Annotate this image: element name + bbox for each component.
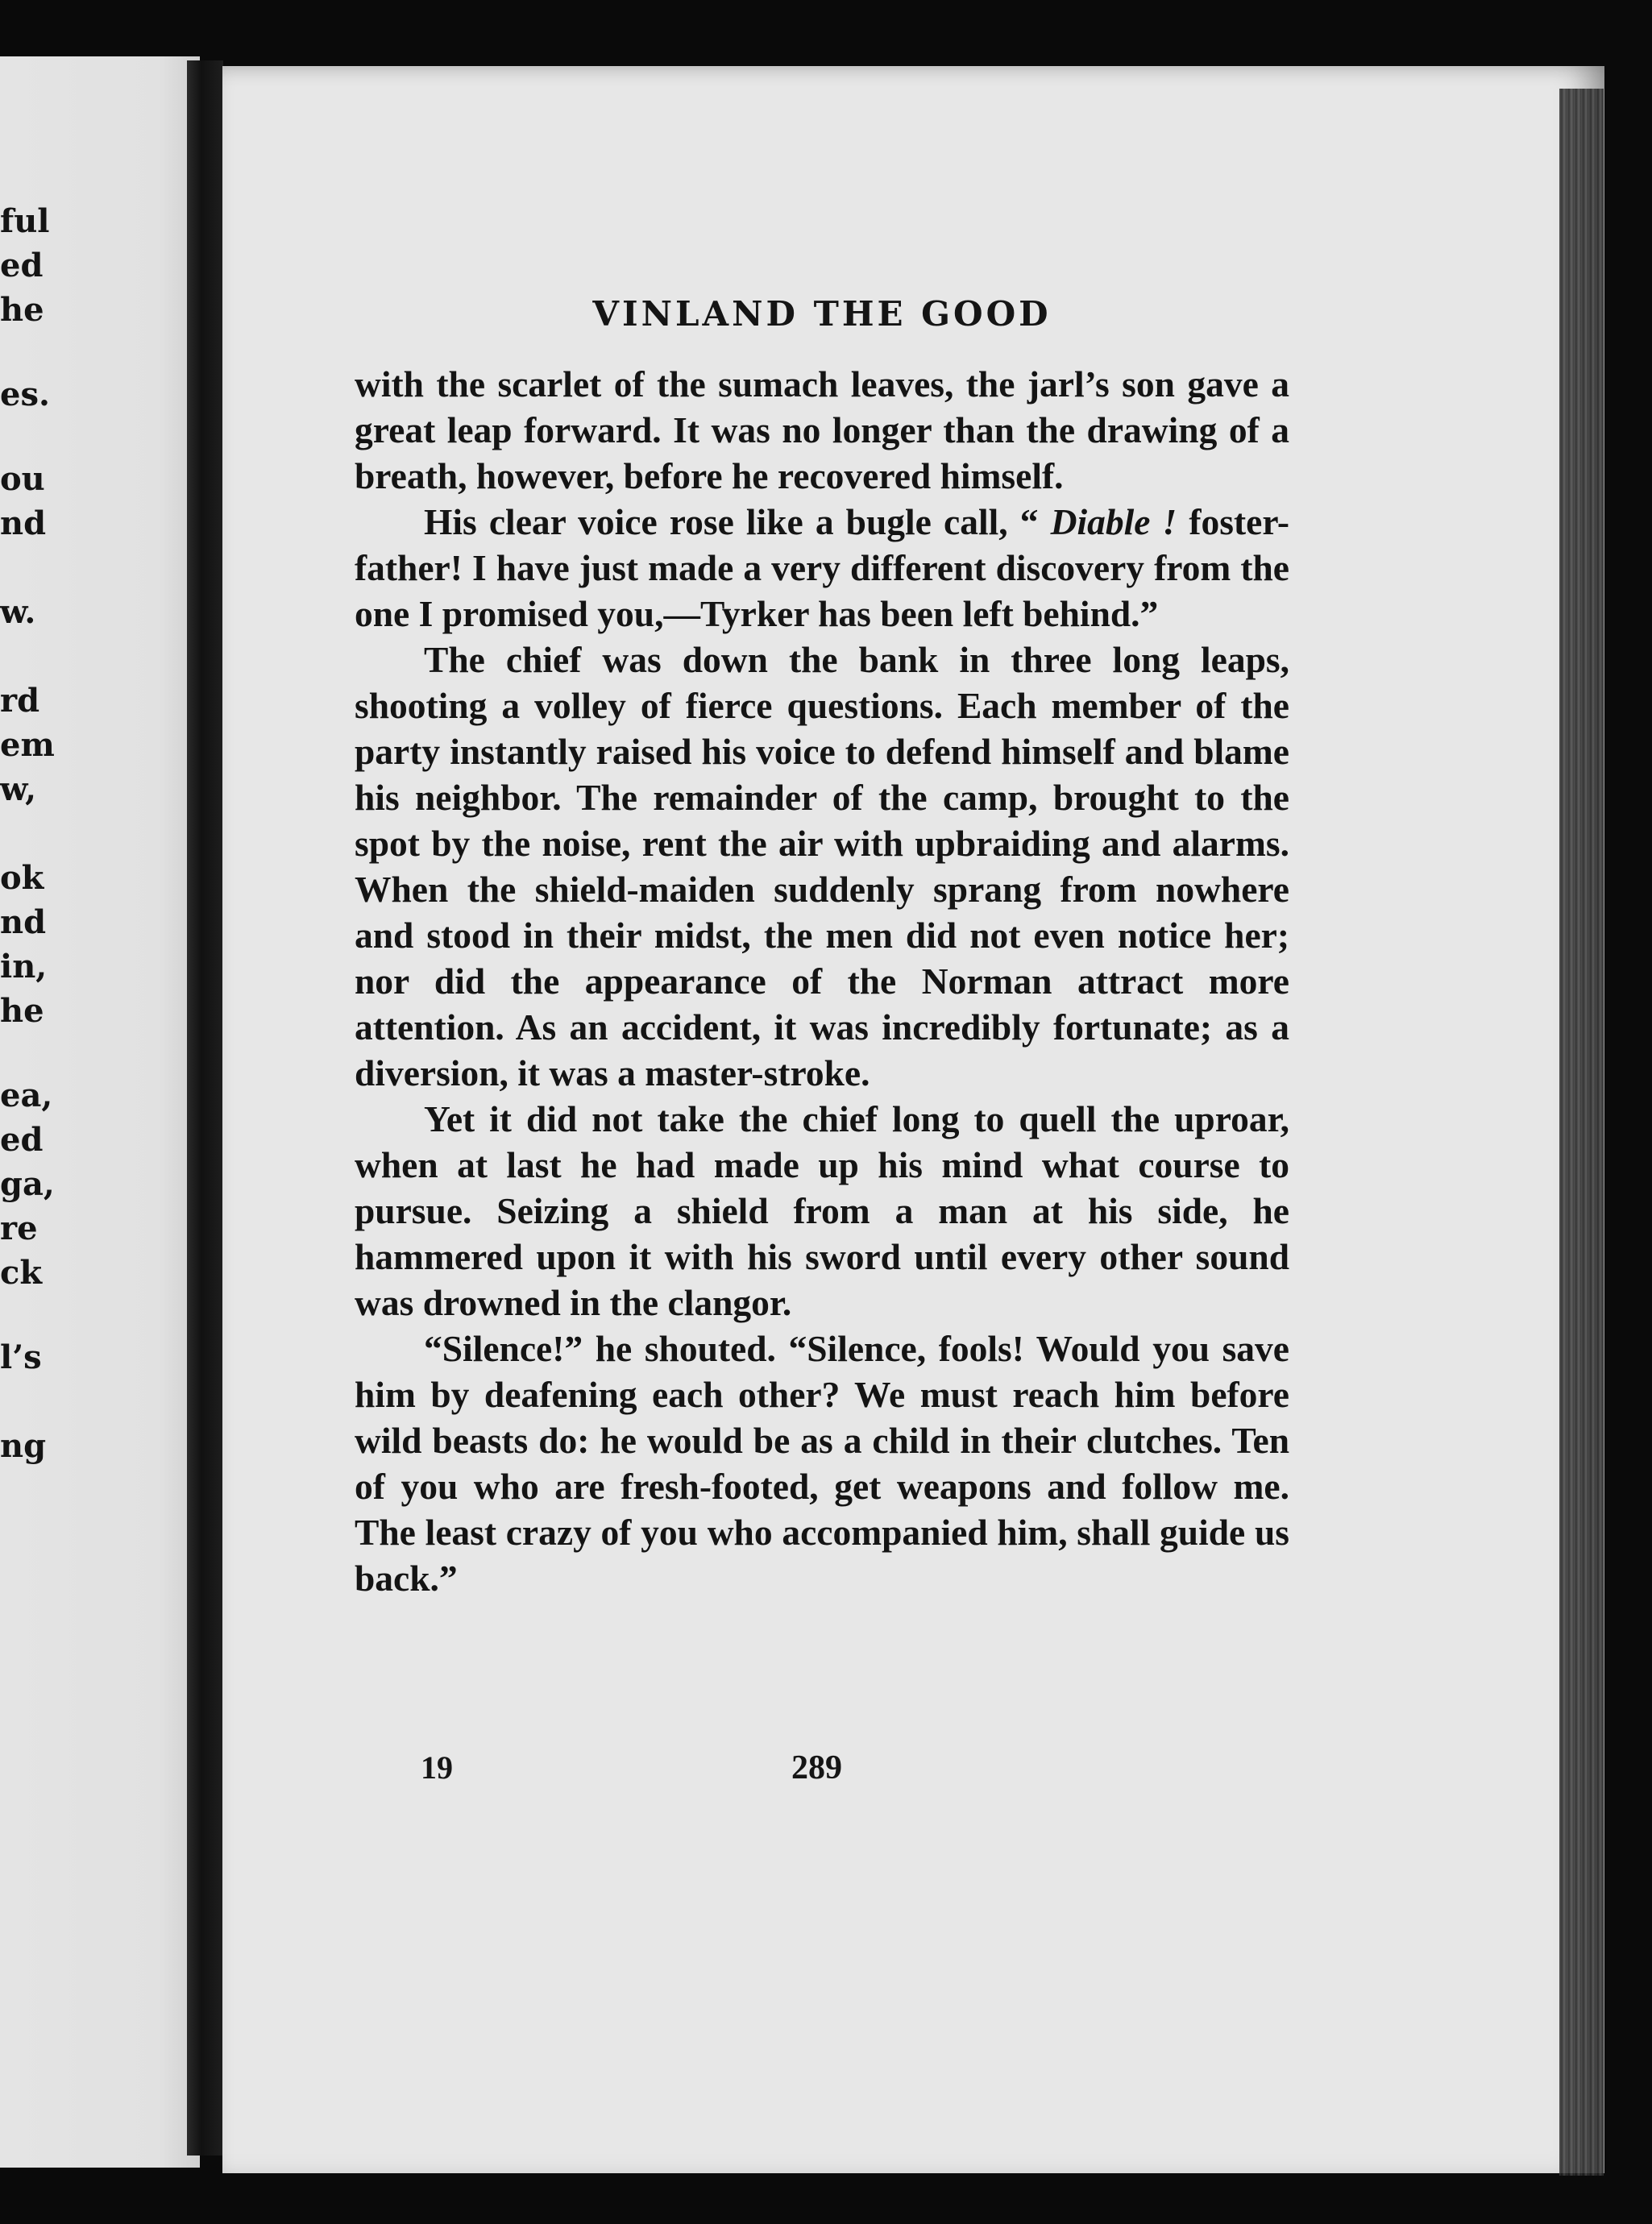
- left-page-fragment: he: [0, 992, 44, 1030]
- left-page-fragment: ok: [0, 859, 44, 897]
- left-page-fragment: l’s: [0, 1338, 42, 1376]
- left-page-fragment: ou: [0, 460, 45, 498]
- text-run: foster-father! I have just made a very different discovery from the one I promised you,—Tyrker has been left behind.”: [355, 501, 1289, 634]
- left-facing-page: [0, 56, 200, 2168]
- left-page-fragment: em: [0, 726, 55, 764]
- left-page-fragment: ga,: [0, 1165, 55, 1203]
- left-page-fragment: ed: [0, 247, 44, 284]
- paragraph: [355, 499, 1289, 637]
- left-page-fragment: nd: [0, 903, 47, 941]
- signature-mark: 19: [421, 1749, 453, 1786]
- italic-run: Diable !: [1050, 501, 1177, 542]
- left-page-fragment: ng: [0, 1427, 47, 1465]
- paragraph: [355, 1096, 1289, 1326]
- text-run: His clear voice rose like a bugle call, “: [424, 501, 1051, 542]
- paragraph: [355, 361, 1289, 499]
- text-run: “Silence!” he shouted. “Silence, fools! Would you save him by deafening each other? We must reach him before wild beasts do: he would be as a child in their clutches. Ten of you who are fresh-footed, get weapons and follow me. The least crazy of you who accompanied him, shall guide us back.”: [355, 1328, 1289, 1599]
- left-page-fragment: w.: [0, 593, 36, 631]
- paragraph: [355, 637, 1289, 1096]
- body-text: [355, 361, 1289, 1601]
- left-page-text-fragments: [0, 56, 200, 2168]
- left-page-fragment: he: [0, 291, 44, 329]
- text-run: The chief was down the bank in three long leaps, shooting a volley of fierce questions. Each member of the party instantly raised his voice to defend himself and blame his neighbor. The remainder of the camp, brought to the spot by the noise, rent the air with upbraiding and alarms. When the shield-maiden suddenly sprang from nowhere and stood in their midst, the men did not even notice her; nor did the appearance of the Norman attract more attention. As an accident, it was incredibly fortunate; as a diversion, it was a master-stroke.: [355, 639, 1289, 1093]
- text-run: with the scarlet of the sumach leaves, the jarl’s son gave a great leap forward. It was no longer than the drawing of a breath, however, before he recovered himself.: [355, 363, 1289, 496]
- left-page-fragment: w,: [0, 770, 37, 808]
- left-page-fragment: rd: [0, 682, 40, 720]
- left-page-fragment: in,: [0, 948, 48, 985]
- running-head: VINLAND THE GOOD: [592, 294, 1052, 334]
- page-number: 289: [791, 1749, 842, 1786]
- left-page-fragment: ea,: [0, 1077, 53, 1114]
- book-gutter: [187, 60, 223, 2156]
- left-page-fragment: nd: [0, 504, 47, 542]
- paragraph: [355, 1326, 1289, 1601]
- page-edges: [1559, 89, 1604, 2176]
- left-page-fragment: es.: [0, 376, 50, 413]
- left-page-fragment: re: [0, 1210, 38, 1247]
- left-page-fragment: ed: [0, 1121, 44, 1159]
- left-page-fragment: ck: [0, 1254, 43, 1292]
- text-run: Yet it did not take the chief long to quell the uproar, when at last he had made up his mind what course to pursue. Seizing a shield from a man at his side, he hammered upon it with his sword until every other sound was drowned in the clangor.: [355, 1098, 1289, 1323]
- left-page-fragment: ful: [0, 202, 50, 240]
